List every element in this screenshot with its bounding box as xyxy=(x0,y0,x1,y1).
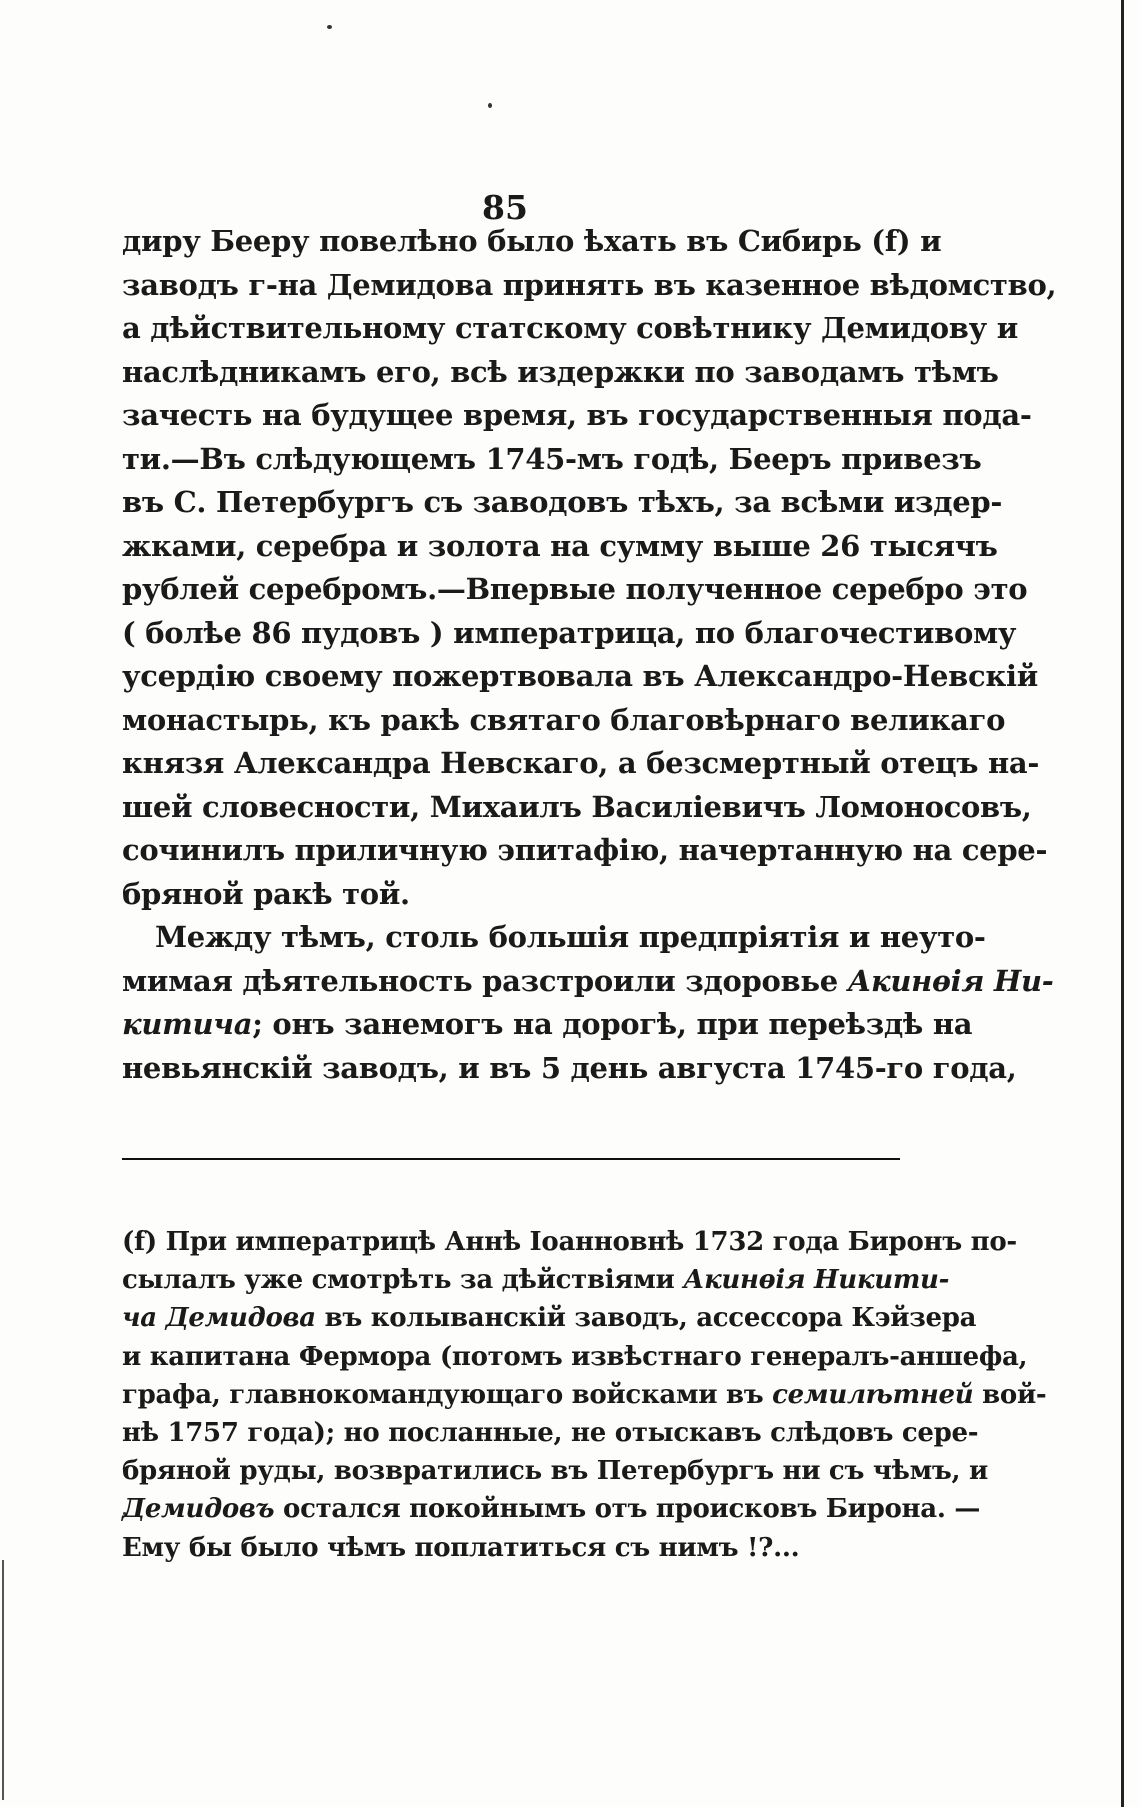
footnote-line: ча Демидова въ колыванскій заводъ, ассессора Кэйзера xyxy=(122,1303,977,1334)
text-line: китича; онъ занемогъ на дорогѣ, при переѣздѣ на xyxy=(122,1007,973,1041)
footnote-line: нѣ 1757 года); но посланные, не отыскавъ слѣдовъ сере- xyxy=(122,1417,979,1448)
text-line: ти.—Въ слѣдующемъ 1745-мъ годѣ, Бееръ привезъ xyxy=(122,441,982,476)
footnote-line: графа, главнокомандующаго войсками въ семилѣтней вой- xyxy=(122,1379,1047,1410)
text-line: невьянскій заводъ, и въ 5 день августа 1745-го года, xyxy=(122,1050,1017,1085)
text-line: мимая дѣятельность разстроили здоровье Акинѳія Ни- xyxy=(122,963,1054,998)
footnote-divider xyxy=(122,1158,900,1160)
ink-speck xyxy=(327,25,332,29)
footnote-line: сылалъ уже смотрѣть за дѣйствіями Акинѳія Никити- xyxy=(122,1265,950,1296)
main-text xyxy=(122,220,1057,1090)
ink-speck xyxy=(488,103,492,108)
text-line: ( болѣе 86 пудовъ ) императрица, по благочестивому xyxy=(122,615,1017,650)
footnote-line: Демидовъ остался покойнымъ отъ происковъ Бирона. — xyxy=(122,1494,981,1525)
text-line: жками, серебра и золота на сумму выше 26 тысячъ xyxy=(122,528,998,563)
text-line: зачесть на будущее время, въ государственныя пода- xyxy=(122,398,1032,432)
italic-name: китича xyxy=(122,1007,253,1041)
footnote-line: (f) При императрицѣ Аннѣ Іоанновнѣ 1732 года Биронъ по- xyxy=(122,1227,1017,1257)
text-line: заводъ г-на Демидова принять въ казенное вѣдомство, xyxy=(122,267,1057,302)
text-line: а дѣйствительному статскому совѣтнику Демидову и xyxy=(122,311,1018,345)
italic-name: Демидовъ xyxy=(122,1494,275,1525)
italic-name: ча Демидова xyxy=(122,1303,316,1334)
text-line: усердію своему пожертвовала въ Александро-Невскій xyxy=(122,659,1038,693)
footnote xyxy=(122,1223,1047,1567)
text-line: шей словесности, Михаилъ Василіевичъ Ломоносовъ, xyxy=(122,789,1032,824)
text-line: диру Бееру повелѣно было ѣхать въ Сибирь (f) и xyxy=(122,224,942,258)
text-line: монастырь, къ ракѣ святаго благовѣрнаго великаго xyxy=(122,702,1006,737)
italic-name: Акинѳія Ни- xyxy=(847,963,1054,998)
page-number: 85 xyxy=(482,188,528,227)
italic-name: Акинѳія Никити- xyxy=(683,1265,950,1296)
text-line: сочинилъ приличную эпитафію, начертанную на сере- xyxy=(122,833,1048,867)
text-line: наслѣдникамъ его, всѣ издержки по заводамъ тѣмъ xyxy=(122,354,999,389)
text-line: рублей серебромъ.—Впервые полученное серебро это xyxy=(122,572,1028,606)
page-edge-right xyxy=(1121,0,1124,1807)
page-edge-left xyxy=(2,1560,4,1800)
footnote-line: Ему бы было чѣмъ поплатиться съ нимъ !?... xyxy=(122,1532,800,1563)
italic-word: семилѣтней xyxy=(772,1379,974,1410)
footnote-line: и капитана Фермора (потомъ извѣстнаго генералъ-аншефа, xyxy=(122,1341,1028,1372)
text-line: въ С. Петербургъ съ заводовъ тѣхъ, за всѣми издер- xyxy=(122,485,1003,519)
text-line: князя Александра Невскаго, а безсмертный отецъ на- xyxy=(122,746,1040,780)
footnote-line: бряной руды, возвратились въ Петербургъ ни съ чѣмъ, и xyxy=(122,1456,988,1487)
text-line: Между тѣмъ, столь большія предпріятія и неуто- xyxy=(155,920,986,954)
text-line: бряной ракѣ той. xyxy=(122,876,410,911)
